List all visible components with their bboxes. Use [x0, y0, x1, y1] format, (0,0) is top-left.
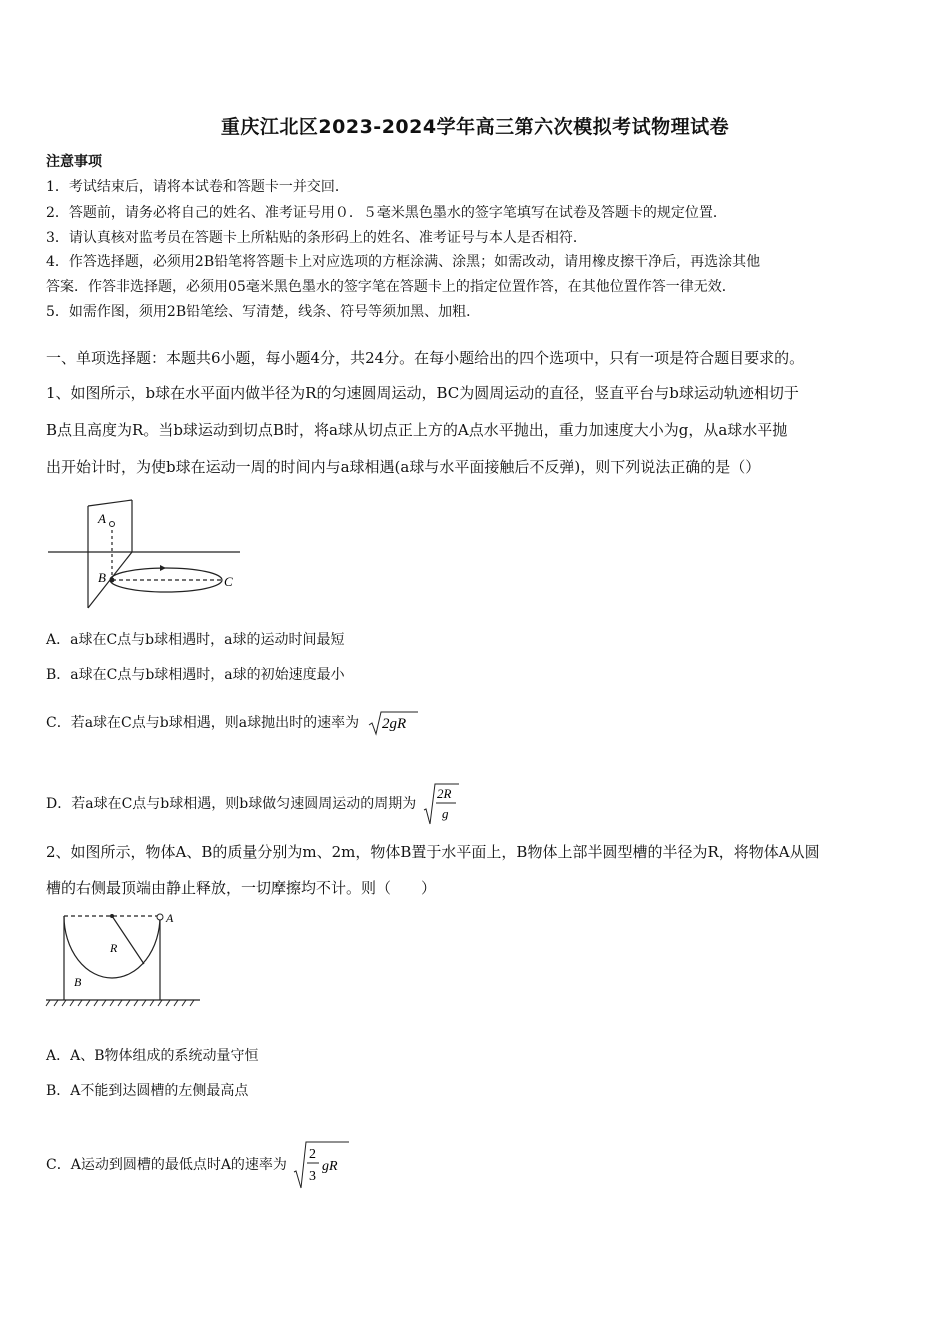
center-dot [110, 914, 114, 918]
q2-line-1: 2、如图所示，物体A、B的质量分别为m、2m，物体B置于水平面上，B物体上部半圆型槽的半径为R，将物体A从圆 [46, 843, 820, 861]
point-b-dot [110, 578, 115, 583]
notice-item-4-cont: 答案．作答非选择题，必须用05毫米黑色墨水的签字笔在答题卡上的指定位置作答，在其他位置作答一律无效． [46, 279, 736, 295]
q1-option-a: A．a球在C点与b球相遇时，a球的运动时间最短 [46, 632, 345, 648]
q2-option-b: B．A不能到达圆槽的左侧最高点 [46, 1083, 249, 1099]
fraction-denominator: 3 [309, 1169, 317, 1184]
notice-item-3: 3．请认真核对监考员在答题卡上所粘贴的条形码上的姓名、准考证号与本人是否相符． [46, 230, 587, 246]
label-a: A [166, 911, 174, 925]
label-b: B [74, 975, 82, 989]
q1-option-d [46, 782, 459, 826]
fraction-denominator: g [441, 806, 449, 821]
sqrt-2-3-gr-radical [293, 1140, 349, 1190]
q1-option-b: B．a球在C点与b球相遇时，a球的初始速度最小 [46, 667, 345, 683]
label-b: B [98, 570, 106, 585]
label-a: A [98, 511, 106, 526]
notice-item-4: 4．作答选择题，必须用2B铅笔将答题卡上对应选项的方框涂满、涂黑；如需改动，请用橡皮擦干净后，再选涂其他 [46, 254, 761, 270]
label-c: C [224, 574, 233, 589]
notice-heading: 注意事项 [46, 154, 102, 170]
notice-item-1: 1．考试结束后，请将本试卷和答题卡一并交回． [46, 179, 349, 195]
fraction-numerator: 2 [309, 1147, 317, 1162]
section-heading: 一、单项选择题：本题共6小题，每小题4分，共24分。在每小题给出的四个选项中，只有一项是符合题目要求的。 [46, 349, 805, 367]
sqrt-2gr [368, 710, 418, 736]
sqrt-2gr-text: 2gR [381, 716, 406, 732]
label-r: R [110, 941, 118, 955]
q1-line-3: 出开始计时，为使b球在运动一周的时间内与a球相遇(a球与水平面接触后不反弹)，则下列说法正确的是（） [46, 458, 761, 476]
radius-line [112, 916, 144, 964]
q1-line-2: B点且高度为R。当b球运动到切点B时，将a球从切点正上方的A点水平抛出，重力加速度大小为g，从a球水平抛 [46, 421, 788, 439]
q2-option-c-text: C．A运动到圆槽的最低点时A的速率为 [46, 1157, 287, 1173]
q2-line-2: 槽的右侧最顶端由静止释放，一切摩擦均不计。则（ ） [46, 879, 437, 897]
gr-text: gR [322, 1159, 338, 1174]
platform-top-edge [88, 500, 132, 506]
q1-line-1: 1、如图所示，b球在水平面内做半径为R的匀速圆周运动，BC为圆周运动的直径，竖直平台与b球运动轨迹相切于 [46, 384, 799, 402]
sqrt-2r-over-g [423, 782, 459, 826]
q2-figure [44, 908, 204, 1014]
page-title: 重庆江北区2023-2024学年高三第六次模拟考试物理试卷 [220, 116, 730, 138]
object-a-dot [157, 914, 163, 920]
q1-option-d-text: D．若a球在C点与b球相遇，则b球做匀速圆周运动的周期为 [46, 796, 417, 812]
q1-option-c [46, 710, 418, 736]
ground-hatching [46, 1000, 194, 1006]
q1-option-c-text: C．若a球在C点与b球相遇，则a球抛出时的速率为 [46, 715, 360, 731]
q2-option-c [46, 1140, 349, 1190]
direction-arrow [160, 565, 166, 571]
point-a-dot [110, 522, 115, 527]
notice-item-5: 5．如需作图，须用2B铅笔绘、写清楚，线条、符号等须加黑、加粗． [46, 304, 481, 320]
q2-option-a: A．A、B物体组成的系统动量守恒 [46, 1048, 259, 1064]
notice-item-2: 2．答题前，请务必将自己的姓名、准考证号用０．５毫米黑色墨水的签字笔填写在试卷及答题卡的规定位置． [46, 205, 727, 221]
q1-figure [44, 496, 244, 614]
sqrt-2-3-gr [293, 1140, 349, 1190]
sqrt-2r-over-g-radical [423, 782, 459, 826]
fraction-numerator: 2R [436, 786, 452, 801]
sqrt-2gr-radical [368, 710, 418, 736]
